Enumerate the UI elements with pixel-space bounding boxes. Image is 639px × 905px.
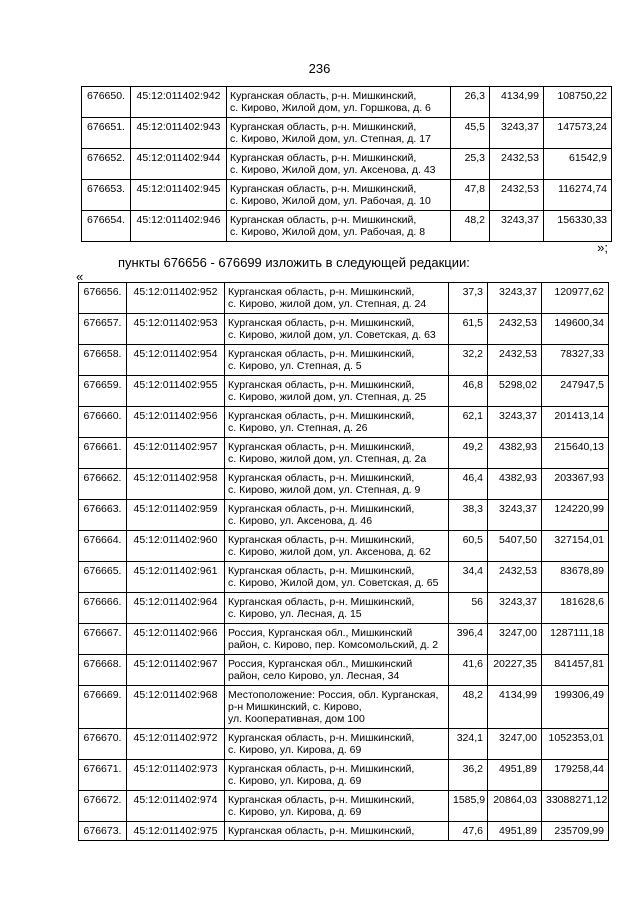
area-cell: 36,2 [449, 760, 488, 791]
area-cell: 48,2 [449, 686, 488, 729]
area-cell: 26,3 [451, 87, 490, 118]
area-cell: 45,5 [451, 118, 490, 149]
registry-table-new-edition [78, 282, 609, 841]
address-line: ул. Кооперативная, дом 100 [228, 713, 365, 725]
cadastral-value-cell: 149600,34 [542, 314, 609, 345]
cadastral-number-cell: 45:12:011402:943 [131, 118, 227, 149]
row-number-cell: 676656. [79, 283, 127, 314]
table-row [82, 118, 612, 149]
area-cell: 37,3 [449, 283, 488, 314]
row-number-cell: 676650. [82, 87, 131, 118]
unit-price-cell: 3243,37 [488, 500, 542, 531]
row-number-cell: 676653. [82, 180, 131, 211]
address-line: Курганская область, р-н. Мишкинский, [228, 348, 415, 360]
unit-price-cell: 5407,50 [488, 531, 542, 562]
address-line: с. Кирово, Жилой дом, ул. Горшкова, д. 6 [230, 102, 431, 114]
address-line: с. Кирово, ул. Степная, д. 5 [228, 360, 362, 372]
table-row [79, 686, 609, 729]
address-cell [225, 500, 449, 531]
cadastral-number-cell: 45:12:011402:966 [127, 624, 225, 655]
row-number-cell: 676659. [79, 376, 127, 407]
area-cell: 62,1 [449, 407, 488, 438]
unit-price-cell: 2432,53 [488, 314, 542, 345]
address-cell [225, 729, 449, 760]
registry-table-previous [81, 86, 612, 242]
cadastral-value-cell: 179258,44 [542, 760, 609, 791]
row-number-cell: 676669. [79, 686, 127, 729]
address-line: Курганская область, р-н. Мишкинский, [228, 596, 415, 608]
cadastral-number-cell: 45:12:011402:975 [127, 822, 225, 841]
cadastral-value-cell: 61542,9 [544, 149, 612, 180]
table-row [79, 500, 609, 531]
cadastral-value-cell: 83678,89 [542, 562, 609, 593]
table-row [79, 822, 609, 841]
address-line: Курганская область, р-н. Мишкинский, [228, 317, 415, 329]
closing-quote: »; [597, 240, 608, 255]
row-number-cell: 676652. [82, 149, 131, 180]
area-cell: 396,4 [449, 624, 488, 655]
cadastral-number-cell: 45:12:011402:972 [127, 729, 225, 760]
area-cell: 47,8 [451, 180, 490, 211]
cadastral-value-cell: 235709,99 [542, 822, 609, 841]
unit-price-cell: 3243,37 [490, 118, 544, 149]
cadastral-value-cell: 108750,22 [544, 87, 612, 118]
address-line: с. Кирово, Жилой дом, ул. Рабочая, д. 10 [230, 195, 431, 207]
row-number-cell: 676654. [82, 211, 131, 242]
address-cell [225, 438, 449, 469]
row-number-cell: 676660. [79, 407, 127, 438]
cadastral-number-cell: 45:12:011402:967 [127, 655, 225, 686]
cadastral-number-cell: 45:12:011402:945 [131, 180, 227, 211]
table-row [79, 791, 609, 822]
address-line: с. Кирово, Жилой дом, ул. Советская, д. 65 [228, 577, 439, 589]
cadastral-number-cell: 45:12:011402:946 [131, 211, 227, 242]
address-line: с. Кирово, ул. Лесная, д. 15 [228, 608, 362, 620]
address-line: Россия, Курганская обл., Мишкинский [228, 658, 413, 670]
address-line: Курганская область, р-н. Мишкинский, [228, 472, 415, 484]
row-number-cell: 676673. [79, 822, 127, 841]
address-cell [225, 822, 449, 841]
row-number-cell: 676667. [79, 624, 127, 655]
unit-price-cell: 4382,93 [488, 438, 542, 469]
unit-price-cell: 4382,93 [488, 469, 542, 500]
cadastral-value-cell: 1287111,18 [542, 624, 609, 655]
table-row [82, 87, 612, 118]
unit-price-cell: 20864,03 [488, 791, 542, 822]
unit-price-cell: 3247,00 [488, 624, 542, 655]
area-cell: 49,2 [449, 438, 488, 469]
table-row [82, 211, 612, 242]
cadastral-number-cell: 45:12:011402:974 [127, 791, 225, 822]
unit-price-cell: 4951,89 [488, 822, 542, 841]
address-line: Курганская область, р-н. Мишкинский, [228, 763, 415, 775]
cadastral-value-cell: 33088271,12 [542, 791, 609, 822]
cadastral-number-cell: 45:12:011402:944 [131, 149, 227, 180]
cadastral-number-cell: 45:12:011402:964 [127, 593, 225, 624]
area-cell: 61,5 [449, 314, 488, 345]
unit-price-cell: 4134,99 [490, 87, 544, 118]
address-cell [225, 469, 449, 500]
table-row [79, 593, 609, 624]
cadastral-number-cell: 45:12:011402:952 [127, 283, 225, 314]
address-line: с. Кирово, жилой дом, ул. Степная, д. 25 [228, 391, 427, 403]
cadastral-number-cell: 45:12:011402:968 [127, 686, 225, 729]
cadastral-value-cell: 327154,01 [542, 531, 609, 562]
table-row [79, 729, 609, 760]
unit-price-cell: 4951,89 [488, 760, 542, 791]
area-cell: 34,4 [449, 562, 488, 593]
cadastral-value-cell: 1052353,01 [542, 729, 609, 760]
address-line: Курганская область, р-н. Мишкинский, [228, 825, 415, 837]
cadastral-number-cell: 45:12:011402:954 [127, 345, 225, 376]
address-line: Курганская область, р-н. Мишкинский, [228, 732, 415, 744]
area-cell: 25,3 [451, 149, 490, 180]
cadastral-number-cell: 45:12:011402:961 [127, 562, 225, 593]
table-row [79, 407, 609, 438]
address-line: с. Кирово, жилой дом, ул. Степная, д. 9 [228, 484, 421, 496]
address-line: Россия, Курганская обл., Мишкинский [228, 627, 413, 639]
unit-price-cell: 2432,53 [488, 562, 542, 593]
table-row [82, 180, 612, 211]
page-number: 236 [308, 61, 331, 76]
address-cell [225, 407, 449, 438]
address-cell [225, 593, 449, 624]
address-line: Курганская область, р-н. Мишкинский, [228, 286, 415, 298]
unit-price-cell: 2432,53 [490, 180, 544, 211]
address-cell [225, 760, 449, 791]
unit-price-cell: 5298,02 [488, 376, 542, 407]
cadastral-value-cell: 181628,6 [542, 593, 609, 624]
unit-price-cell: 3247,00 [488, 729, 542, 760]
cadastral-value-cell: 116274,74 [544, 180, 612, 211]
cadastral-number-cell: 45:12:011402:956 [127, 407, 225, 438]
cadastral-value-cell: 247947,5 [542, 376, 609, 407]
address-cell [225, 624, 449, 655]
row-number-cell: 676666. [79, 593, 127, 624]
area-cell: 1585,9 [449, 791, 488, 822]
address-line: Курганская область, р-н. Мишкинский, [228, 565, 415, 577]
amendment-instruction: пункты 676656 - 676699 изложить в следующей редакции: [118, 255, 470, 270]
cadastral-value-cell: 147573,24 [544, 118, 612, 149]
row-number-cell: 676663. [79, 500, 127, 531]
address-line: с. Кирово, жилой дом, ул. Советская, д. 63 [228, 329, 436, 341]
area-cell: 32,2 [449, 345, 488, 376]
address-cell [227, 211, 451, 242]
unit-price-cell: 3243,37 [488, 407, 542, 438]
area-cell: 60,5 [449, 531, 488, 562]
area-cell: 46,4 [449, 469, 488, 500]
row-number-cell: 676664. [79, 531, 127, 562]
unit-price-cell: 4134,99 [488, 686, 542, 729]
address-cell [225, 314, 449, 345]
table-row [79, 624, 609, 655]
table-row [79, 655, 609, 686]
area-cell: 56 [449, 593, 488, 624]
address-line: Курганская область, р-н. Мишкинский, [228, 410, 415, 422]
area-cell: 324,1 [449, 729, 488, 760]
address-cell [227, 87, 451, 118]
row-number-cell: 676651. [82, 118, 131, 149]
cadastral-number-cell: 45:12:011402:953 [127, 314, 225, 345]
address-line: Курганская область, р-н. Мишкинский, [228, 441, 415, 453]
row-number-cell: 676665. [79, 562, 127, 593]
address-line: р-н Мишкинский, с. Кирово, [228, 701, 362, 713]
address-line: с. Кирово, Жилой дом, ул. Рабочая, д. 8 [230, 226, 426, 238]
table-row [79, 283, 609, 314]
cadastral-number-cell: 45:12:011402:942 [131, 87, 227, 118]
area-cell: 48,2 [451, 211, 490, 242]
address-line: Курганская область, р-н. Мишкинский, [230, 214, 417, 226]
address-cell [225, 376, 449, 407]
address-cell [225, 562, 449, 593]
address-line: Курганская область, р-н. Мишкинский, [228, 794, 415, 806]
cadastral-value-cell: 201413,14 [542, 407, 609, 438]
area-cell: 41,6 [449, 655, 488, 686]
row-number-cell: 676671. [79, 760, 127, 791]
table-row [79, 531, 609, 562]
cadastral-value-cell: 841457,81 [542, 655, 609, 686]
table-row [79, 760, 609, 791]
cadastral-number-cell: 45:12:011402:957 [127, 438, 225, 469]
address-line: Курганская область, р-н. Мишкинский, [228, 503, 415, 515]
area-cell: 47,6 [449, 822, 488, 841]
address-line: Курганская область, р-н. Мишкинский, [228, 379, 415, 391]
row-number-cell: 676657. [79, 314, 127, 345]
row-number-cell: 676662. [79, 469, 127, 500]
opening-quote: « [76, 269, 84, 284]
cadastral-value-cell: 156330,33 [544, 211, 612, 242]
address-line: с. Кирово, ул. Кирова, д. 69 [228, 806, 362, 818]
cadastral-value-cell: 124220,99 [542, 500, 609, 531]
row-number-cell: 676672. [79, 791, 127, 822]
unit-price-cell: 3243,37 [488, 593, 542, 624]
cadastral-value-cell: 78327,33 [542, 345, 609, 376]
cadastral-number-cell: 45:12:011402:955 [127, 376, 225, 407]
address-cell [225, 655, 449, 686]
address-line: с. Кирово, жилой дом, ул. Степная, д. 2а [228, 453, 427, 465]
address-line: Курганская область, р-н. Мишкинский, [230, 90, 417, 102]
address-cell [225, 791, 449, 822]
address-cell [225, 345, 449, 376]
area-cell: 46,8 [449, 376, 488, 407]
address-line: с. Кирово, ул. Степная, д. 26 [228, 422, 368, 434]
address-line: с. Кирово, ул. Аксенова, д. 46 [228, 515, 373, 527]
cadastral-value-cell: 203367,93 [542, 469, 609, 500]
address-line: Курганская область, р-н. Мишкинский, [230, 152, 417, 164]
cadastral-number-cell: 45:12:011402:973 [127, 760, 225, 791]
address-cell [227, 149, 451, 180]
table-row [79, 345, 609, 376]
address-line: с. Кирово, жилой дом, ул. Аксенова, д. 62 [228, 546, 431, 558]
address-cell [227, 180, 451, 211]
address-cell [227, 118, 451, 149]
address-line: Курганская область, р-н. Мишкинский, [228, 534, 415, 546]
table-row [79, 376, 609, 407]
unit-price-cell: 2432,53 [488, 345, 542, 376]
address-cell [225, 686, 449, 729]
table-row [82, 149, 612, 180]
table-row [79, 469, 609, 500]
address-line: с. Кирово, ул. Кирова, д. 69 [228, 775, 362, 787]
table-row [79, 562, 609, 593]
address-line: Местоположение: Россия, обл. Курганская, [228, 689, 439, 701]
address-line: с. Кирово, жилой дом, ул. Степная, д. 24 [228, 298, 427, 310]
address-line: с. Кирово, ул. Кирова, д. 69 [228, 744, 362, 756]
cadastral-number-cell: 45:12:011402:960 [127, 531, 225, 562]
row-number-cell: 676661. [79, 438, 127, 469]
row-number-cell: 676658. [79, 345, 127, 376]
address-line: Курганская область, р-н. Мишкинский, [230, 183, 417, 195]
row-number-cell: 676668. [79, 655, 127, 686]
unit-price-cell: 3243,37 [490, 211, 544, 242]
address-line: Курганская область, р-н. Мишкинский, [230, 121, 417, 133]
unit-price-cell: 20227,35 [488, 655, 542, 686]
cadastral-number-cell: 45:12:011402:958 [127, 469, 225, 500]
table-row [79, 438, 609, 469]
address-cell [225, 283, 449, 314]
cadastral-number-cell: 45:12:011402:959 [127, 500, 225, 531]
address-cell [225, 531, 449, 562]
unit-price-cell: 2432,53 [490, 149, 544, 180]
cadastral-value-cell: 120977,62 [542, 283, 609, 314]
address-line: район, с. Кирово, пер. Комсомольский, д. 2 [228, 639, 439, 651]
unit-price-cell: 3243,37 [488, 283, 542, 314]
address-line: с. Кирово, Жилой дом, ул. Аксенова, д. 43 [230, 164, 436, 176]
address-line: с. Кирово, Жилой дом, ул. Степная, д. 17 [230, 133, 431, 145]
table-row [79, 314, 609, 345]
cadastral-value-cell: 215640,13 [542, 438, 609, 469]
row-number-cell: 676670. [79, 729, 127, 760]
area-cell: 38,3 [449, 500, 488, 531]
cadastral-value-cell: 199306,49 [542, 686, 609, 729]
address-line: район, село Кирово, ул. Лесная, 34 [228, 670, 400, 682]
